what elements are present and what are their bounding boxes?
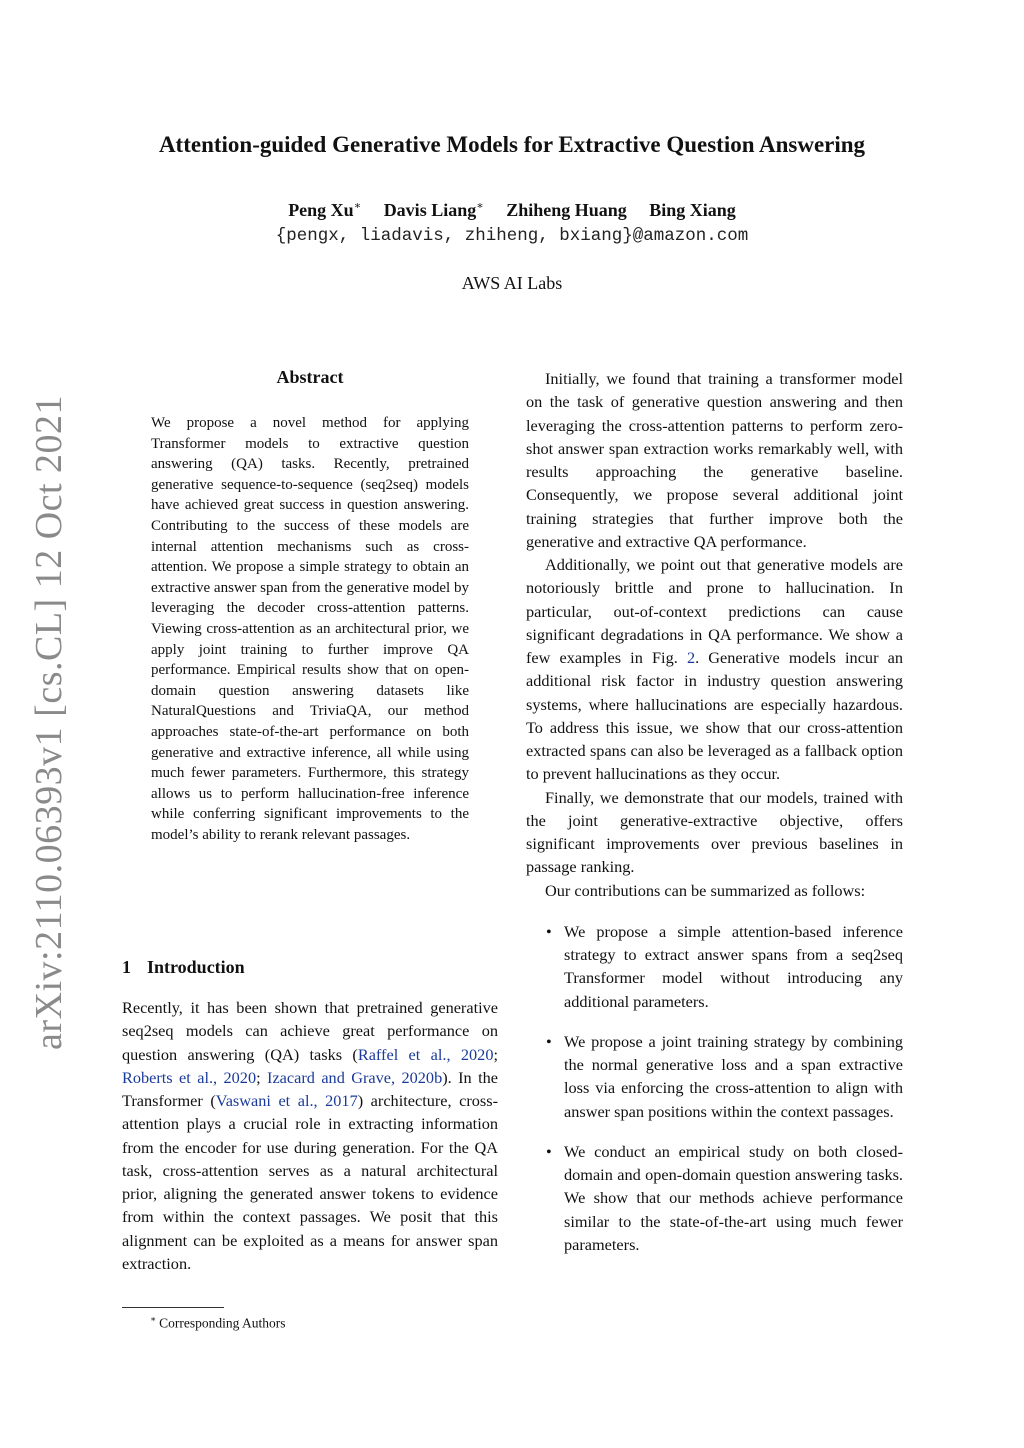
abstract-text: We propose a novel method for applying Transformer models to extractive question answering (QA) tasks. Recently, pretrained generative sequence-to-sequence (seq2seq) models have achieved great success in question answering. Contributing to the success of these models are internal attention mechanisms such as cross-attention. We propose a simple strategy to obtain an extractive answer span from the generative model by leveraging the decoder cross-attention patterns. Viewing cross-attention as an architectural prior, we apply joint training to further improve QA performance. Empirical results show that on open-domain question answering datasets like NaturalQuestions and TriviaQA, our method approaches state-of-the-art performance on both generative and extractive inference, all while using much fewer parameters. Furthermore, this strategy allows us to perform hallucination-free inference while conferring significant improvements to the model’s ability to rerank relevant passages. bbox=[151, 415, 469, 843]
author: Davis Liang∗ bbox=[383, 200, 484, 220]
affiliation: AWS AI Labs bbox=[461, 273, 563, 293]
citation-link[interactable]: Izacard and Grave, 2020b bbox=[267, 1067, 443, 1087]
author: Bing Xiang bbox=[649, 200, 736, 220]
list-item: • We conduct an empirical study on both closed-domain and open-domain question answering tasks. We show that our methods achieve performance similar to the state-of-the-art using much fewer parameters. bbox=[546, 1141, 903, 1254]
paragraph: Finally, we demonstrate that our models, trained with the joint generative-extractive objective, offers significant improvements over previous baselines in passage ranking. bbox=[526, 787, 903, 877]
section-number: 1 bbox=[122, 957, 131, 977]
author-emails: {pengx, liadavis, zhiheng, bxiang}@amazon.com bbox=[275, 226, 749, 246]
footnote-rule bbox=[122, 1307, 224, 1308]
bullet-icon: • bbox=[546, 1141, 552, 1161]
paragraph: Initially, we found that training a transformer model on the task of generative question answering and then leveraging the cross-attention patterns to perform zero-shot answer span extraction works remarkably well, with results approaching the generative baseline. Consequently, we propose several additional joint training strategies that further improve both the generative and extractive QA performance. bbox=[526, 369, 903, 551]
contributions-list bbox=[526, 920, 903, 1256]
paragraph: Additionally, we point out that generative models are notoriously brittle and prone to hallucination. In particular, out-of-context predictions can cause significant degradations in QA performance. We show a few examples in Fig. 2. Generative models incur an additional risk factor in industry question answering systems, where hallucinations are especially hazardous. To address this issue, we show that our cross-attention extracted spans can also be leveraged as a fallback option to prevent hallucinations as they occur. bbox=[526, 555, 903, 784]
citation-link[interactable]: Vaswani et al., 2017 bbox=[215, 1091, 358, 1110]
citation-link[interactable]: Raffel et al., 2020 bbox=[357, 1044, 494, 1064]
footnote: ∗ Corresponding Authors bbox=[150, 1314, 286, 1331]
author: Peng Xu∗ bbox=[288, 200, 362, 220]
citation-link[interactable]: Roberts et al., 2020 bbox=[122, 1067, 257, 1087]
abstract-heading: Abstract bbox=[276, 367, 344, 387]
section-title: Introduction bbox=[147, 957, 245, 977]
intro-paragraph: Recently, it has been shown that pretrained generative seq2seq models can achieve great performance on question answering (QA) tasks (Raffel et al., 2020; Roberts et al., 2020; Izacard and Grave, 2020b). In the Transformer (Vaswani et al., 2017) architecture, cross-attention plays a crucial role in extracting information from the encoder for use during generation. For the QA task, cross-attention serves as a natural architectural prior, aligning the generated answer tokens to evidence from within the context passages. We posit that this alignment can be exploited as a means for answer span extraction. bbox=[122, 998, 498, 1273]
list-item: • We propose a simple attention-based inference strategy to extract answer spans from a seq2seq Transformer model without introducing any additional parameters. bbox=[546, 921, 903, 1011]
bullet-icon: • bbox=[546, 921, 552, 941]
arxiv-side-stamp: arXiv:2110.06393v1 [cs.CL] 12 Oct 2021 bbox=[28, 394, 70, 1050]
list-item: • We propose a joint training strategy by combining the normal generative loss and a span extractive loss via enforcing the cross-attention to align with answer span positions within the context passages. bbox=[546, 1031, 903, 1121]
author-list bbox=[0, 199, 1024, 221]
bullet-icon: • bbox=[546, 1031, 552, 1051]
figure-link[interactable]: 2 bbox=[686, 648, 696, 667]
paragraph: Our contributions can be summarized as follows: bbox=[545, 880, 866, 900]
section-heading-introduction bbox=[122, 957, 245, 978]
paper-title: Attention-guided Generative Models for Extractive Question Answering bbox=[158, 132, 866, 157]
right-column bbox=[526, 367, 903, 1273]
author: Zhiheng Huang bbox=[506, 200, 627, 220]
